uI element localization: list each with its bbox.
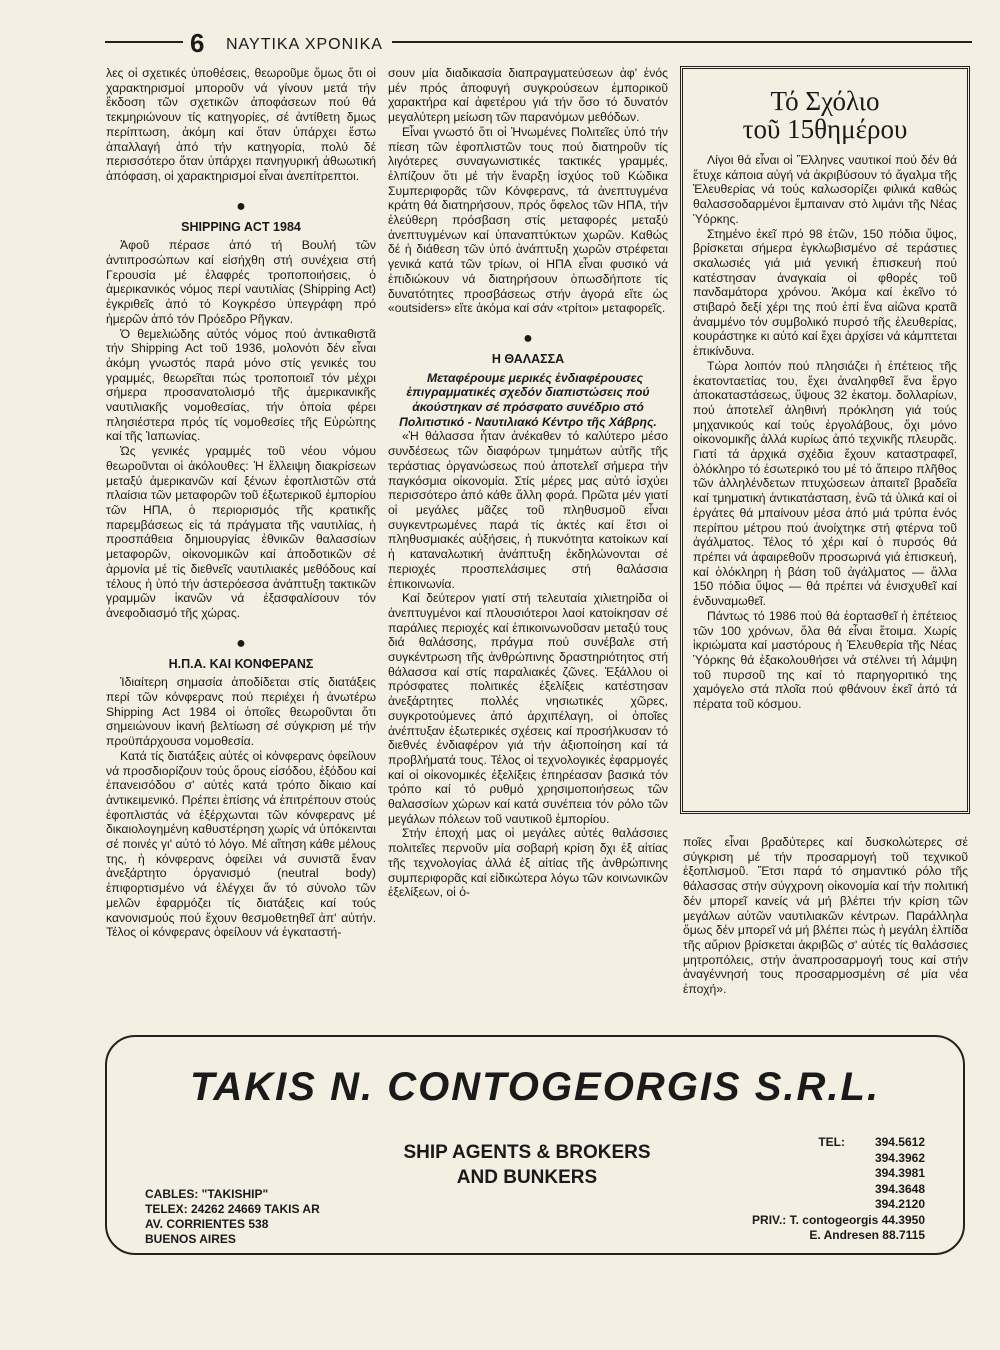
header-rule-right — [392, 41, 972, 43]
ad-private-phone: PRIV.: T. contogeorgis 44.3950 — [752, 1212, 925, 1227]
col1-paragraph: Ἰδιαίτερη σημασία ἀποδίδεται στίς διατάξεις περί τῶν κόνφερανς πού περιέχει ἡ ἀνωτέρω Shipping Act 1984 οἱ ὁποῖες θεωροῦνται ὅτι σημειώνουν ἱκανή βελτίωση σέ σύγκριση μέ τήν προϋπάρχουσα νομοθεσία. — [106, 675, 376, 749]
comment-paragraph: Στημένο ἐκεῖ πρό 98 ἐτῶν, 150 πόδια ὕψος, βρίσκεται σήμερα ἐγκλωβισμένο σέ τεράστιες σκαλωσιές γιά μιά γενική ἐπισκευή πού κατέστησαν ἀναγκαία οἱ φθορές τοῦ πανδαμάτορα χρόνου. Ἀκόμα καί ἐκεῖνο τό στιβαρό δεξί χέρι της πού ἐπί ἕνα αἰῶνα κρατᾶ ἀναμμένο τόν συμβολικό πυρσό τῆς ἐλευθερίας, κουράστηκε κι αὐτό καί ἔχει ἀρχίσει νά κάμπτεται ἐπικίνδυνα. — [693, 226, 957, 359]
ad-services-line: AND BUNKERS — [456, 1167, 598, 1188]
comment-text — [693, 153, 957, 712]
comment-title-line: Τό Σχόλιο — [770, 86, 880, 116]
publication-title: ΝΑΥΤΙΚΑ ΧΡΟΝΙΚΑ — [226, 36, 383, 53]
col2-paragraph: Καί δεύτερον γιατί στή τελευταία χιλιετηρίδα οἱ ἀνεπτυγμένοι καί πλουσιότεροι λαοί κατοίκησαν σέ παράλιες περιοχές καί ἐπικοινωνοῦσαν μεταξύ τους διά θαλάσσης, πράγμα πού συνέβαλε στή συγκέντρωση τῆς ἀνθρώπινης δραστηριότητος στή θάλασσα καί στίς παραλιακές ζῶνες. Ἐξάλλου οἱ πρόσφατες πολιτικές ἐξελίξεις κατέστησαν ἀνεξάρτητες πολλές νησιωτικές χῶρες, συγκροτούμενες ἀπό ἀρχιπέλαγη, οἱ ὁποῖες ἀνέπτυξαν ἐξωτερικές σχέσεις καί προσήλκυσαν τό διεθνές ἐνδιαφέρον γιά τήν ἀξιοποίηση καί τά προβλήματά τους. Τέλος οἱ τεχνολογικές ἐφαρμογές καί οἱ οἰκονομικές ἐξελίξεις ἐπηρέασαν βασικά τόν τρόπο καί τό ρυθμό χρησιμοποιήσεως τῶν θαλασσίων χώρων καί κατά συνέπεια τόν ρόλο τῶν μεγάλων πόλεων τοῦ ναυτικοῦ ἐμπορίου. — [388, 591, 668, 826]
ad-tel-number: 394.5612 — [874, 1135, 925, 1149]
col2-paragraph: σουν μία διαδικασία διαπραγματεύσεων ἀφ' ἑνός μέν πρός ἀποφυγή συγκρούσεων ἐμπορικοῦ χαρακτήρα καί ἀφετέρου γιά τήν ὅσο τό δυνατόν μεγαλύτερη μείωση τῶν παρανόμων μεθόδων. — [388, 66, 668, 125]
ad-phone-block — [752, 1135, 925, 1244]
col2-paragraph: «Ἡ θάλασσα ἦταν ἀνέκαθεν τό καλύτερο μέσο συνδέσεως τῶν διαφόρων τμημάτων αὐτῆς τῆς τεράστιας ὀργανώσεως πού ἀποτελεῖ σήμερα τήν παγκόσμια οἰκονομία. Στίς μέρες μας αὐτό ἰσχύει περισσότερο ἀπό κάθε ἄλλη φορά. Πρῶτα μέν γιατί οἱ μεγάλες μᾶζες τοῦ πληθυσμοῦ εἶναι συγκεντρωμένες παρά τίς ἀκτές καί ἔτσι οἱ πληθυσμιακές αὐξήσεις, ἡ πυκνότητα κατοίκων καί ἡ καταναλωτική ἀνάπτυξη ἐκδηλώνονται σέ περιοχές προσπελάσιμες στή θαλάσσια ἐπικοινωνία. — [388, 429, 668, 591]
col1-paragraph: Ἀφοῦ πέρασε ἀπό τή Βουλή τῶν ἀντιπροσώπων καί εἰσήχθη στή συνέχεια στή Γερουσία μέ ἐλαφρές τροποποιήσεις, ὁ ἀμερικανικός νόμος περί ναυτιλίας (Shipping Act) ἐγκριθεῖς ἀπό τό Κογκρέσο ὑπεγράφη πρό ἡμερῶν ἀπό τόν Πρόεδρο Ρῆγκαν. — [106, 238, 376, 326]
ad-company-name: TAKIS N. CONTOGEORGIS S.R.L. — [189, 1065, 881, 1109]
ad-tel-number: 394.2120 — [874, 1197, 925, 1211]
ad-contact-block — [145, 1187, 320, 1247]
ad-services-line: SHIP AGENTS & BROKERS — [403, 1142, 651, 1163]
bullet-separator: ● — [236, 634, 246, 652]
comment-box — [680, 66, 970, 814]
ad-address: AV. CORRIENTES 538 — [145, 1217, 269, 1231]
col2-paragraph: Στήν ἐποχή μας οἱ μεγάλες αὐτές θαλάσσιες πολιτεῖες περνοῦν μία σοβαρή κρίση δχι ἐξ αἰτίας τῆς τεχνολογίας ἀλλά ἐξ αἰτίας τῆς ἀνθρώπινης συμπεριφορᾶς καί εἰδικώτερα λόγω τῶν κοινωνικῶν ἐξελίξεων, οἱ ὁ- — [388, 826, 668, 900]
section-lead: Μεταφέρουμε μερικές ἐνδιαφέρουσες ἐπιγραμματικές σχεδόν διαπιστώσεις πού ἀκούστηκαν σέ πρόσφατο συνέδριο στό Πολιτιστικό - Ναυτιλιακό Κέντρο τῆς Χάβρης. — [399, 370, 657, 429]
comment-paragraph: Λίγοι θά εἶναι οἱ Ἕλληνες ναυτικοί πού δέν θά ἔτυχε κάποια αὐγή νά ἀκριβύσουν τό ἄγαλμα τῆς Ἐλευθερίας νά τούς καλωσορίζει φιλικά καθώς θαλασσοδαρμένοι ἔμπαιναν στό λιμάνι τῆς Νέας Ὑόρκης. — [693, 153, 957, 226]
section-heading-shipping-act: SHIPPING ACT 1984 — [181, 219, 301, 234]
comment-title-line: τοῦ 15θημέρου — [742, 114, 908, 144]
page-number: 6 — [190, 28, 205, 58]
ad-tel-label: TEL: — [818, 1135, 845, 1149]
comment-box-title — [693, 87, 957, 143]
ad-tel-number: 394.3981 — [874, 1166, 925, 1180]
advertisement — [105, 1035, 965, 1255]
col2-paragraph: Εἶναι γνωστό ὅτι οἱ Ἡνωμένες Πολιτεῖες ὑπό τήν πίεση τῶν ἐφοπλιστῶν τους πού διατηροῦν τίς λιγότερες συναγωνιστικές τακτικές γραμμές, ἐλπίζουν ὅτι μέ τήν ἔναρξη ἰσχύος τοῦ Κώδικα Συμπεριφορᾶς τῶν Κόνφερανς, τά ἀνεπτυγμένα κράτη θά διατηρήσουν, πρός ὄφελος τῶν ΗΠΑ, τήν ἐλεύθερη πρόσβαση στίς μεταφορές μεταξύ ἀνεπτυγμένων καί ὑπαναπτύκτων χωρῶν. Καθώς δέ ἡ διάθεση τῶν ὑπό ἀνάπτυξη χωρῶν στρέφεται γενικά κατά τῶν τρίων, οἱ ΗΠΑ εἶναι φυσικό νά ἐπιδιώκουν νά διατηρήσουν ὁπωσδήποτε τίς δυνατότητες προσβάσεως στήν ἀγορά εἴτε ὡς «outsiders» εἴτε ἀκόμα καί σάν «τρίτοι» μεταφορεῖς. — [388, 124, 668, 316]
column-3 — [683, 835, 968, 997]
ad-telex: TELEX: 24262 24669 TAKIS AR — [145, 1202, 320, 1216]
column-2 — [388, 66, 668, 900]
bullet-separator: ● — [236, 197, 246, 215]
comment-paragraph: Τώρα λοιπόν πού πλησιάζει ἡ ἐπέτειος τῆς ἑκατονταετίας του, ἔχει ἀναληφθεῖ ἕνα ἔργο ἀποκαταστάσεως, ὕψους 32 ἑκατομ. δολλαρίων, πού ἀποτελεῖ ἀληθινή πρόκληση γιά τούς μηχανικούς καί τούς ἐργολάβους, ὄχι μόνο οἰκονομικῆς ἀλλά κυρίως ἀπό τεχνικῆς πλευρᾶς. Γιατί τά ἀρχικά σχέδια ἔχουν καταστραφεῖ, ὁλόκληρο τό ἐσωτερικό του μέ τό ἄπειρο πλῆθος τῶν ἀλληλένδετων πτυχώσεων ἀπαιτεῖ βραδεῖα καί τμηματική ἀντικατάσταση, ἐνῶ τά ὑλικά καί οἱ ἐργάτες θά μπαίνουν μέσα ἀπό μιά τρύπα ἑνός περίπου μέτρου πού ἀνοίχτηκε στή φτέρνα τοῦ ἀγάλματος. Τέλος τό χέρι καί ὁ πυρσός θά πρέπει νά ἀφαιρεθοῦν προσωρινά γιά ἐπισκευή, καί ὁλόκληρη ἡ βάση τοῦ ἀγάλματος — ἄλλα 150 πόδια ὕψος — θά πρέπει νά ἐνισχυθεῖ καί ἐνδυναμωθεῖ. — [693, 358, 957, 609]
ad-andresen-phone: E. Andresen 88.7115 — [809, 1228, 925, 1242]
col1-paragraph: Ὁ θεμελιώδης αὐτός νόμος πού ἀντικαθιστᾶ τήν Shipping Act τοῦ 1936, μολονότι δέν εἶναι ἀκόμη γνωστός παρά μόνο στίς γενικές του γραμμές, θεωρεῖται πώς τροποποιεῖ τόν μέχρι σήμερα προσανατολισμό τῆς ἀμερικανικῆς ναυτιλιακῆς νομοθεσίας, τήν ὁποία φέρει πλησιέστερα πρός τίς νομοθεσίες τῆς Εὐρώπης καί τῆς Ἰαπωνίας. — [106, 326, 376, 444]
header-rule-left — [105, 41, 183, 43]
col3-paragraph: ποῖες εἶναι βραδύτερες καί δυσκολώτερες σέ σύγκριση μέ τήν προσαρμογή τοῦ τεχνικοῦ ἐξοπλισμοῦ. Ἔτσι παρά τό σημαντικό ρόλο τῆς θάλασσας στήν σύγχρονη οἰκονομία καί τήν πολιτική δέν μπορεῖ κανείς νά μή βλέπει τήν κρίση τῶν μεγάλων αὐτῶν ναυτιλιακῶν κέντρων. Παράλληλα ὅμως δέν μπορεῖ νά μή βλέπει πώς ἡ μεγάλη ἐλπίδα τῆς αὔριον βρίσκεται ἀκριβῶς σ' αὐτές τίς θαλάσσιες μητροπόλεις, στήν ἀναπροσαρμογή τους καί στήν ἀναγέννησή τους προσαρμοσμένη σέ μία νέα ἐποχή». — [683, 835, 968, 997]
section-heading-sea: Η ΘΑΛΑΣΣΑ — [491, 351, 565, 366]
comment-paragraph: Πάντως τό 1986 πού θά ἑορτασθεῖ ἡ ἐπέτειος τῶν 100 χρόνων, ὅλα θά εἶναι ἕτοιμα. Χωρίς ἱκριώματα καί μαστόρους ἡ Ἐλευθερία τῆς Νέας Ὑόρκης θά ἐξακολουθήσει νά στέλνει τή λάμψη τοῦ πυρσοῦ της καί τό παρηγοριτικό της χαμόγελο στά πλοῖα πού φθάνουν ἐκεῖ ἀπό τά πέρατα τοῦ κόσμου. — [693, 608, 957, 712]
ad-cables: CABLES: "TAKISHIP" — [145, 1187, 269, 1201]
ad-services — [377, 1140, 677, 1190]
column-1 — [106, 66, 376, 940]
bullet-separator: ● — [523, 329, 533, 347]
col1-paragraph: Κατά τίς διατάξεις αὐτές οἱ κόνφερανς ὀφείλουν νά προσδιορίζουν τούς ὅρους εἰσόδου, ἐξόδου καί ἐπανεισόδου σ' αὐτές κατά τρόπο δίκαιο καί ἀντικειμενικό. Πρέπει ἐπίσης νά ἐπιτρέπουν στούς ἐφοπλιστάς νά ἐξέρχωνται τῶν κόνφερανς μέ δικαιολογημένη καθυστέρηση χωρίς νά ὑπόκεινται σέ ποινές γι' αὐτό τό λόγο. Μέ αἴτηση κάθε μέλους της, ἡ κόνφερανς ὀφείλει νά συνιστᾶ ἕναν ἀνεξάρτητο ὀργανισμό (neutral body) ἐπιφορτισμένο νά ἐλέγχει ἄν τό σύνολο τῶν μελῶν ἐφαρμόζει τίς διατάξεις καί τούς κανονισμούς πού ἔχουν θεσμοθετηθεῖ ἀπ' αὐτήν. Τέλος οἱ κόνφερανς ὀφείλουν νά ἐγκαταστή- — [106, 748, 376, 940]
ad-city: BUENOS AIRES — [145, 1232, 236, 1246]
ad-tel-number: 394.3962 — [874, 1150, 925, 1165]
col1-paragraph: Ὡς γενικές γραμμές τοῦ νέου νόμου θεωροῦνται οἱ ἀκόλουθες: Ἡ ἔλλειψη διακρίσεων μεταξύ ἀμερικανῶν καί ξένων ἐφοπλιστῶν στά πλαίσια τῶν μεταφορῶν τοῦ ἐξωτερικοῦ ἐμπορίου τῶν ΗΠΑ, ὁ περιορισμός τῆς κρατικῆς παρεμβάσεως εἰς τά πράγματα τῆς ναυτιλίας, ἡ προσπάθεια δημιουργίας ἐθνικῶν θαλασσίων μεταφορῶν, οἰκονομικῶν καί ἀποδοτικῶν σέ ἁρμονία μέ τίς διεθνεῖς ναυτιλιακές μεθόδους καί τέλους ἡ ὑπό τήν ἀστερόεσσα ἀνάπτυξη τακτικῶν γραμμῶν ἱκανῶν νά ἐξασφαλίσουν τόν ἀνεφοδιασμό τῆς χώρας. — [106, 444, 376, 620]
col1-paragraph: λες οἱ σχετικές ὑποθέσεις, θεωροῦμε ὅμως ὅτι οἱ χαρακτηρισμοί μποροῦν νά γίνουν μετά τήν ἔκδοση τῶν σχετικῶν ἀποφάσεων πού θά τεκμηριώνουν τίς κατηγορίες, σέ ἀντίθετη δμως περίπτωση, ἀκόμη καί ὅταν ὑπάρχει ἔστω ἀπαλλαγή ἀπό τήν κατηγορία, πολύ δέ περισσότερο ὅταν ὑπάρχει πανηγυρική ἀθωωτική ἀπόφαση, οἱ χαρακτηρισμοί εἶναι ἀνεπίτρεπτοι. — [106, 66, 376, 183]
ad-tel-number: 394.3648 — [874, 1181, 925, 1196]
section-heading-usa-conferences: Η.Π.Α. ΚΑΙ ΚΟΝΦΕΡΑΝΣ — [168, 656, 314, 671]
